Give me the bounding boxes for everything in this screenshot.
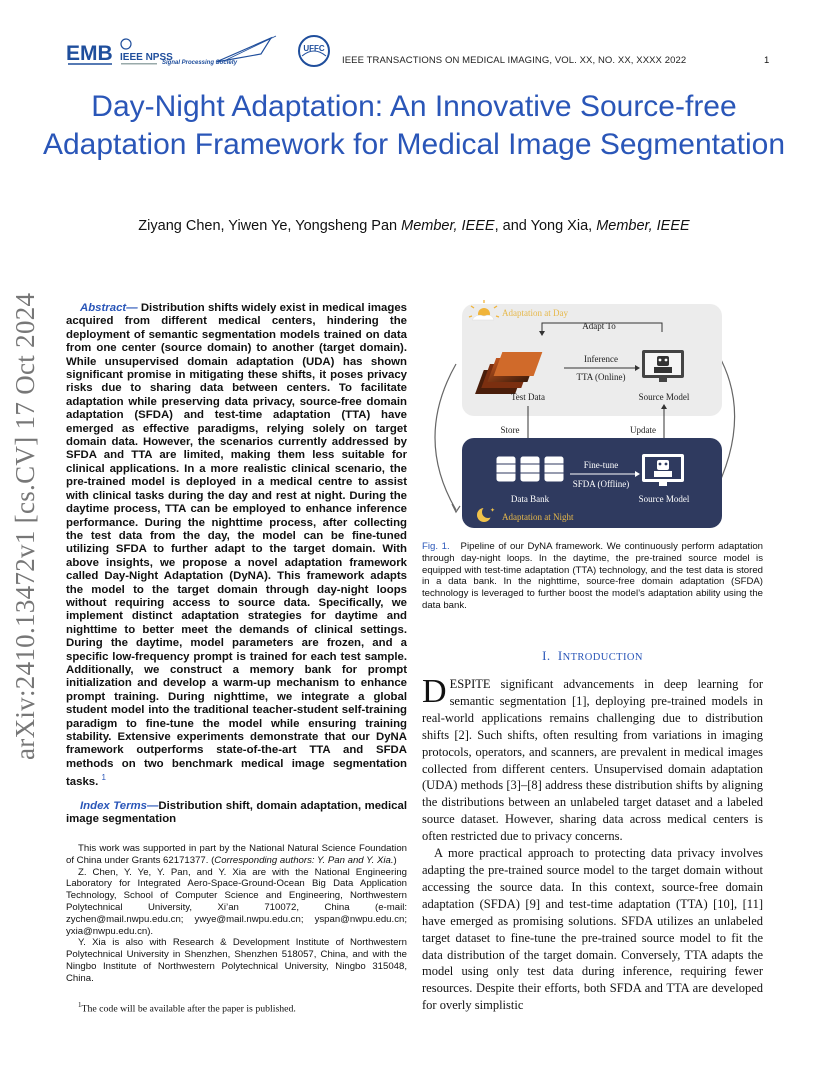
svg-text:Update: Update [630, 425, 656, 435]
uffc-logo [299, 36, 329, 66]
night-label: Adaptation at Night [502, 512, 574, 522]
introduction-body: DESPITE significant advancements in deep learning for semantic segmentation [1], deploying pre-trained models in real-world applications remains challenging due to distribution shifts [2]. Such shifts, often resulting from variations in imaging protocols, operators, and scanners, are prevalent in medical images collected from different centers. Unsupervised domain adaptation (UDA) methods [3]–[8] address these distribution shifts by aligning the distributions between an unlabeled target dataset and a labeled source dataset. However, sharing data across medical centers is often restricted due to privacy concerns. A more practical approach to protecting data privacy involves adapting the pre-trained source model to the target domain without accessing the source data. In this context, source-free domain adaptation (SFDA) [9] and test-time adaptation (TTA) [10], [11] have emerged as promising solutions. SFDA utilizes an unlabeled target dataset to fine-tune the pre-trained source model to fit the data distribution of the target domain. Conversely, TTA adapts the model using only test data during inference, requiring fewer resources. Despite their efforts, both SFDA and TTA are developed for overly simplistic [422, 673, 763, 1013]
author-list: Ziyang Chen, Yiwen Ye, Yongsheng Pan Member, IEEE, and Yong Xia, Member, IEEE [138, 218, 690, 234]
drop-cap: D [422, 673, 447, 710]
index-terms: Index Terms—Distribution shift, domain adaptation, medical image segmentation [66, 800, 407, 826]
svg-text:Test Data: Test Data [510, 392, 546, 402]
svg-text:Store: Store [500, 425, 520, 435]
running-header: IEEE TRANSACTIONS ON MEDICAL IMAGING, VOL. XX, NO. XX, XXXX 2022 [342, 55, 687, 66]
section-heading: I. INTRODUCTION [542, 648, 643, 663]
loop-arrow-left [435, 364, 456, 510]
svg-text:SFDA (Offline): SFDA (Offline) [572, 479, 630, 489]
svg-text:UFFC: UFFC [303, 44, 325, 53]
paper-title: Day-Night Adaptation: An Innovative Source-free Adaptation Framework for Medical Image Segmentation [42, 90, 786, 161]
funding-footnote: This work was supported in part by the National Natural Science Foundation of China under Grants 62171377. (Corresponding authors: Y. Pan and Y. Xia.) Z. Chen, Y. Ye, Y. Pan, and Y. Xia are with the National Engineering Laboratory for Integrated Aero-Space-Ground-Ocean Big Data Application Technology, School of Computer Science and Engineering, Northwestern Polytechnical University, Xi’an 710072, China (e-mail: zychen@mail.nwpu.edu.cn; ywye@mail.nwpu.edu.cn; yspan@nwpu.edu.cn; yxia@nwpu.edu.cn). Y. Xia is also with Research & Development Institute of Northwestern Polytechnical University in Shenzhen, Shenzhen 518057, China, and with the Ningbo Institute of Northwestern Polytechnical University, Ningbo 315048, China. [66, 843, 407, 984]
svg-text:Fine-tune: Fine-tune [583, 460, 619, 470]
figure-1-pipeline [424, 298, 736, 534]
svg-text:Source Model: Source Model [638, 392, 690, 402]
svg-text:✦: ✦ [490, 507, 496, 514]
footnote-mark[interactable]: 1 [101, 773, 106, 783]
page-number: 1 [764, 55, 770, 66]
svg-text:TTA (Online): TTA (Online) [576, 372, 626, 382]
signal-processing-society-logo [162, 36, 276, 66]
abstract-label: Abstract— [80, 302, 138, 314]
code-footnote: $^1$The code will be available after the paper is published. [78, 1001, 296, 1015]
emb-logo [66, 42, 113, 65]
abstract [66, 302, 407, 789]
svg-text:Data Bank: Data Bank [510, 494, 550, 504]
arxiv-identifier: arXiv:2410.13472v1 [cs.CV] 17 Oct 2024 [10, 292, 40, 760]
monitor-robot-icon-top [642, 350, 684, 382]
figure-caption: Fig. 1. Pipeline of our DyNA framework. We continuously perform adaptation through day-night loops. In the daytime, the pre-trained source model is equipped with test-time adaptation (TTA) technology, and the test data is stored in a data bank. In the nighttime, source-free domain adaptation (SFDA) technology is leveraged to further boost the model’s adaptation ability using the data bank. [422, 541, 763, 611]
society-logos [66, 34, 331, 72]
database-icons [496, 456, 564, 482]
svg-text:Signal Processing Society: Signal Processing Society [162, 60, 238, 66]
svg-text:Source Model: Source Model [638, 494, 690, 504]
svg-text:Adapt To: Adapt To [582, 321, 616, 331]
day-label: Adaptation at Day [502, 308, 568, 318]
abstract-text: Distribution shifts widely exist in medical images acquired from different medical centers, hindering the deployment of semantic segmentation models trained on data from one center (source domain) to another (target domain). While unsupervised domain adaptation (UDA) has shown significant promise in mitigating these shifts, it poses privacy risks due to sharing data between centers. To facilitate adaptation while preserving data privacy, source-free domain adaptation (SFDA) and test-time adaptation (TTA) have emerged as effective paradigms, relying solely on target domain data. However, the scenarios currently addressed by SFDA and TTA are limited, making them less suitable for clinical applications. In a more realistic clinical scenario, the pre-trained model is deployed in a medical centre to assist with clinical tasks during the day and rest at night. During the daytime process, TTA can be employed to enhance inference performance. During the nighttime process, after collecting the test data from the day, the model can be fine-tuned utilizing SFDA to further adapt to the target domain. With above insights, we propose a novel adaptation framework called Day-Night Adaptation (DyNA). This framework adapts the model to the target domain through day-night loops without requiring access to source data. Specifically, we implement distinct adaptation strategies for daytime and nighttime to better meet the demands of clinical settings. During the daytime, model parameters are frozen, and a specific low-frequency prompt is trained for each test sample. Additionally, we construct a memory bank for prompt initialization and develop a warm-up mechanism to enhance prompt training. During nighttime, we integrate a global student model into the traditional teacher-student self-training paradigm to fine-tune the model while ensuring training stability. Extensive experiments demonstrate that our DyNA framework outperforms state-of-the-art TTA and SFDA methods on two benchmark medical image segmentation tasks. [66, 302, 407, 789]
monitor-robot-icon-bottom [642, 454, 684, 486]
svg-text:Inference: Inference [584, 354, 618, 364]
svg-text:EMB: EMB [66, 42, 113, 65]
svg-text:IEEE NPSS: IEEE NPSS [120, 52, 173, 63]
